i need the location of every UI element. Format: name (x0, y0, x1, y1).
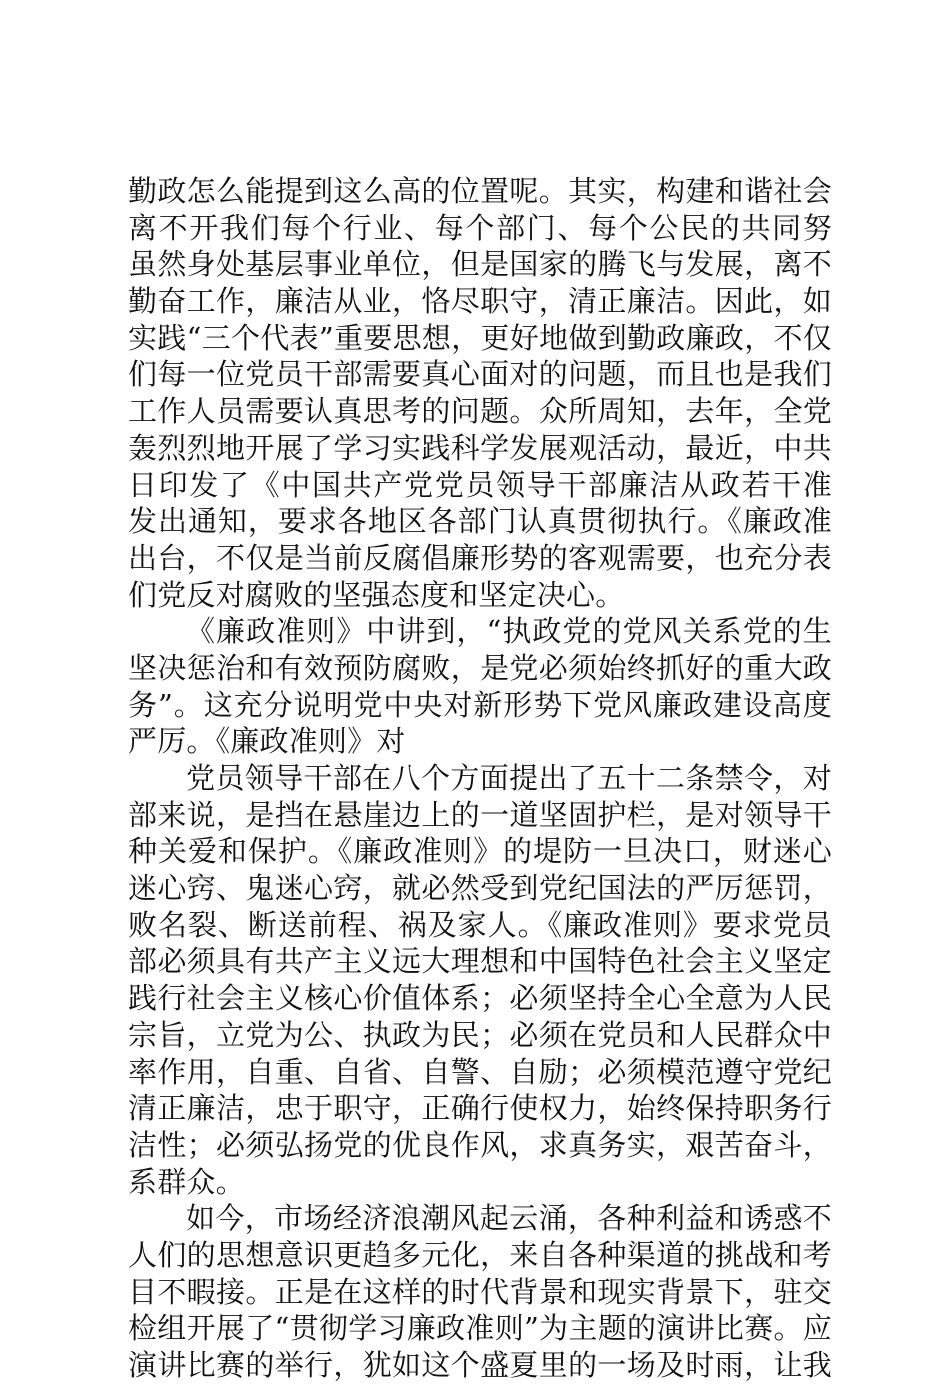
text-line: 演讲比赛的举行，犹如这个盛夏里的一场及时雨，让我 (128, 1348, 832, 1382)
text-line: 轰烈烈地开展了学习实践科学发展观活动，最近，中共 (128, 430, 832, 465)
text-line: 种关爱和保护。《廉政准则》的堤防一旦决口，财迷心 (128, 834, 832, 869)
text-line: 《廉政准则》中讲到，“执政党的党风关系党的生 (186, 614, 832, 649)
text-line: 发出通知，要求各地区各部门认真贯彻执行。《廉政准 (128, 504, 832, 539)
text-line: 离不开我们每个行业、每个部门、每个公民的共同努 (128, 210, 832, 245)
text-line: 败名裂、断送前程、祸及家人。《廉政准则》要求党员 (128, 907, 832, 942)
text-line: 严厉。《廉政准则》对 (128, 724, 406, 759)
text-line: 工作人员需要认真思考的问题。众所周知，去年，全党 (128, 394, 832, 429)
text-line: 人们的思想意识更趋多元化，来自各种渠道的挑战和考 (128, 1237, 832, 1272)
text-line: 勤政怎么能提到这么高的位置呢。其实，构建和谐社会 (128, 174, 832, 208)
text-line: 日印发了《中国共产党党员领导干部廉洁从政若干准 (128, 467, 832, 502)
text-line: 洁性；必须弘扬党的优良作风，求真务实，艰苦奋斗， (128, 1127, 832, 1162)
text-line: 实践“三个代表”重要思想，更好地做到勤政廉政，不仅 (128, 320, 832, 355)
text-line: 出台，不仅是当前反腐倡廉形势的客观需要，也充分表 (128, 540, 832, 575)
text-line: 如今，市场经济浪潮风起云涌，各种利益和诱惑不 (186, 1201, 832, 1236)
text-line: 勤奋工作，廉洁从业，恪尽职守，清正廉洁。因此，如 (128, 284, 832, 319)
text-line: 践行社会主义核心价值体系；必须坚持全心全意为人民 (128, 981, 832, 1016)
text-line: 们每一位党员干部需要真心面对的问题，而且也是我们 (128, 357, 832, 392)
text-line: 率作用，自重、自省、自警、自励；必须模范遵守党纪 (128, 1054, 832, 1089)
text-line: 目不暇接。正是在这样的时代背景和现实背景下，驻交 (128, 1274, 832, 1309)
text-line: 清正廉洁，忠于职守，正确行使权力，始终保持职务行 (128, 1091, 832, 1126)
text-line: 们党反对腐败的坚强态度和坚定决心。 (128, 577, 625, 612)
text-line: 党员领导干部在八个方面提出了五十二条禁令，对 (186, 761, 832, 795)
text-line: 虽然身处基层事业单位，但是国家的腾飞与发展，离不 (128, 247, 832, 282)
document-body (128, 173, 832, 1384)
text-line: 宗旨，立党为公、执政为民；必须在党员和人民群众中 (128, 1017, 832, 1052)
text-line: 部来说，是挡在悬崖边上的一道坚固护栏，是对领导干 (128, 797, 832, 832)
text-line: 系群众。 (128, 1164, 245, 1199)
text-line: 坚决惩治和有效预防腐败，是党必须始终抓好的重大政 (128, 650, 832, 685)
text-line: 部必须具有共产主义远大理想和中国特色社会主义坚定 (128, 944, 832, 979)
text-line: 迷心窍、鬼迷心窍，就必然受到党纪国法的严厉惩罚， (128, 871, 832, 906)
text-line: 检组开展了“贯彻学习廉政准则”为主题的演讲比赛。应 (128, 1311, 832, 1346)
text-line: 务”。这充分说明党中央对新形势下党风廉政建设高度 (128, 687, 832, 722)
